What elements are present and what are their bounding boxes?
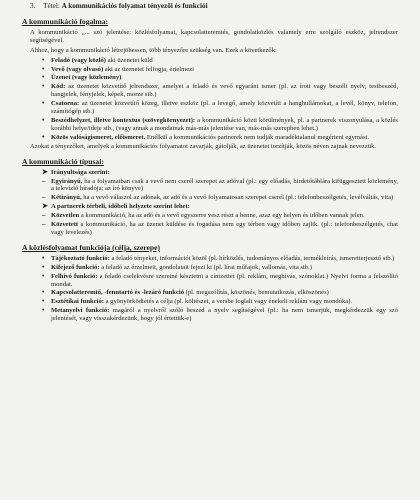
list-item: • Felhívó funkció: a feladó cselekvésre szeretné késztetni a címzettet (pl. reklám, meghívás, szónoklat.) Nyelvi forma a felszólító mondat. [42,271,398,288]
noise-definition: Azokat a tényezőket, amelyek a kommunikációs folyamatot zavarják, gátolják, az üzenetet torzítják, közös néven zajnak nevezzük. [30,142,377,150]
list-item: • Esztétikai funkció: a gyönyörködtetés a célja (pl. költészet, a versbe foglalt vagy énekelt reklám vagy mondóka). [42,297,353,306]
bullet-icon: • [42,253,45,262]
bullet-icon: • [42,288,45,297]
dash-icon: – [42,211,46,220]
bullet-icon: • [42,306,45,315]
direction-list [30,178,398,203]
concept-intro: Ahhoz, hogy a kommunikáció létrejöhessen, több tényezőre szükség van. Ezek a következők: [30,46,277,54]
bullet-icon: • [42,262,45,271]
bullet-icon: • [42,73,45,82]
bullet-icon: • [42,297,45,306]
list-item: ➤ A partnerek térbeli, időbeli helyzete szerint lehet: [42,202,190,211]
list-item: • Közös valóságismeret, előismeret. Enélkül a kommunikációs partnerek nem tudják maradéktalanul megérteni egymást. [42,132,370,141]
list-item: • Kód: az üzenetet közvetítő jelrendszer, amelyet a feladó és vevő egyaránt ismer (pl. az írott vagy beszélt nyelv, testbeszéd, hangjelek, fényjelek, képek, morze stb.) [42,82,398,99]
list-item: • Vevő (vagy olvasó) aki az üzenetet felfogja, értelmezi [42,64,194,73]
section-heading-concept: A kommunikáció fogalma: [22,16,109,26]
dash-icon: – [42,220,46,229]
list-item: – Egyirányú, ha a folyamatban csak a vevő nem cserél szerepet az adóval (pl.: egy előadás, hirdetőtáblára kifüggesztett közlemény, a televízió híradója; az író könyve) [42,176,398,193]
position-list [30,212,398,237]
list-item: – Közvetett a kommunikáció, ha az üzenet küldése és fogadása nem egy térben vagy időben zajlik. (pl.: telefonbeszélgetés, chat vagy levelezés) [42,220,398,236]
bullet-icon: • [42,82,45,91]
item-number: 3. [30,2,36,10]
list-item: • Beszédhelyzet, illetve kontextus (szövegkörnyezet): a kommunikáció közti körülmények, pl. a partnerek viszonyulása, a közlés korábbi helye/ideje stb., (vagy annak a mondatnak más-más jelentése van, más-más szerepben lehet.) [42,115,398,132]
list-item: • Kifejező funkció: a feladó az érzelmeit, gondolatait fejezi ki (pl. lírai műfajok, vallomás, vita stb.) [42,262,312,271]
types-direction-group [30,169,398,177]
dash-icon: – [42,193,46,202]
bullet-icon: • [42,132,45,141]
bullet-icon: • [42,99,45,108]
arrow-icon: ➤ [42,167,48,176]
list-item: • Csatorna: az üzenetet közvetítő közeg, illetve eszköz (pl. a levegő, amely közvetíti a hanghullámokat, a levél, könyv, telefon, számítógép stb.) [42,99,398,116]
arrow-icon: ➤ [42,202,48,211]
list-item: ➤ Irányultsága szerint: [42,167,110,176]
dash-icon: – [42,176,46,185]
types-position-group [30,203,398,211]
list-item: • Üzenet (vagy közlemény) [42,73,122,82]
bullet-icon: • [42,64,45,73]
concept-definition: A kommunikáció „... szó jelentése: közlésfolyamat, kapcsolatteremtés, gondolatközlés valamely erre szolgáló eszköz, jelrendszer segítségével. [30,28,398,44]
list-item: – Közvetlen a kommunikáció, ha az adó és a vevő egyszerre vesz részt a benne, azaz egy helyen és időben vannak jelen. [42,211,365,220]
section-heading-types: A kommunikáció típusai: [22,156,104,166]
list-item: – Kétirányú, ha a vevő válaszol az adónak, az adó és a vevő folyamatosan szerepet cserél (pl.: telefonbeszélgetés, levélváltás, vita) [42,193,394,202]
list-item: • Tájékoztató funkció: a feladó tényeket, információt közöl (pl. hírközlés, tudományos előadás, termékleírás, ismeretterjesztő stb.) [42,253,395,262]
title-lead: Tétel: [43,2,60,10]
factors-list [30,57,398,142]
section-heading-functions: A közlésfolyamat funkciója (célja, szerepe) [22,242,160,252]
list-item: • Kapcsolatteremtő, -fenntartó és -lezáró funkció (pl. megszólítás, köszönés, bemutatkozás, elköszönés) [42,288,329,297]
document-title [30,3,398,11]
bullet-icon: • [42,55,45,64]
bullet-icon: • [42,115,45,124]
bullet-icon: • [42,271,45,280]
title-text: A kommunikációs folyamat tényezői és funkciói [61,2,208,10]
functions-list [30,255,398,323]
list-item: • Feladó (vagy közlő) aki üzenetet küld [42,55,153,64]
list-item: • Metanyelvi funkció: magáról a nyelvről szóló beszéd a nyelv segítségével (pl.: ha nem ismerjük, megkérdezzük egy szó jelentését, vagy visszakérdezünk, hogy jól értettük-e) [42,306,399,323]
